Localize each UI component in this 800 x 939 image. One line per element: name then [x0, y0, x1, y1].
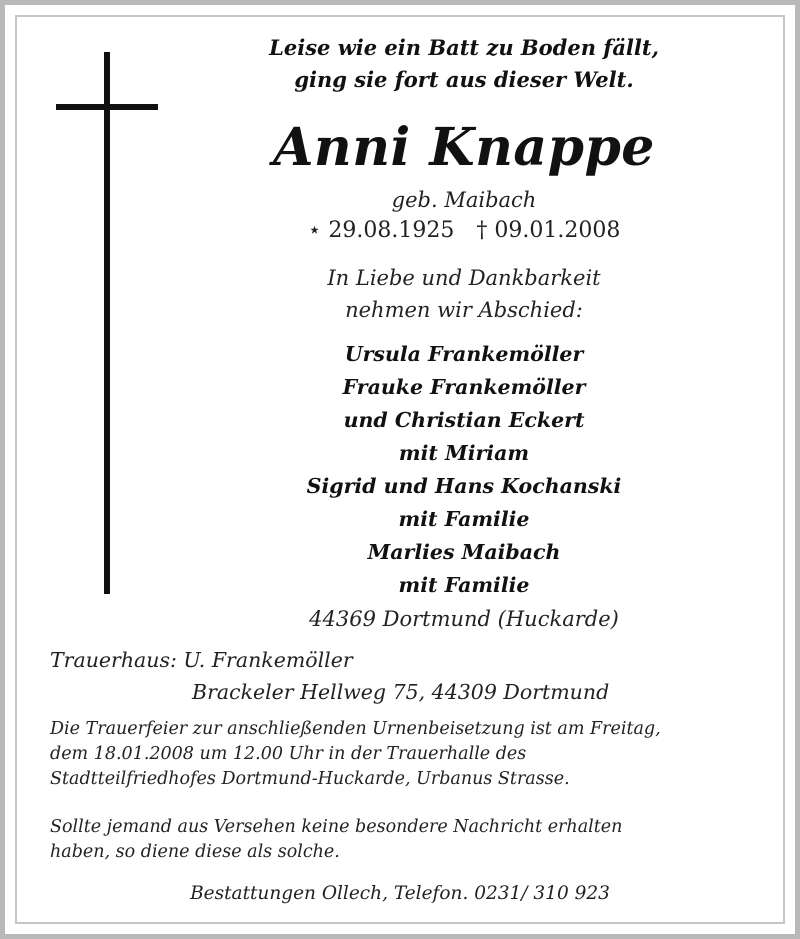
maiden-name: geb. Maibach	[391, 188, 537, 212]
farewell-line: nehmen wir Abschied:	[345, 298, 583, 322]
motto	[252, 32, 676, 96]
farewell-line: In Liebe und Dankbarkeit	[327, 266, 601, 290]
funeral-home-footer: Bestattungen Ollech, Telefon. 0231/ 310 923	[190, 883, 610, 904]
trauerhaus-street: Brackeler Hellweg 75, 44309 Dortmund	[192, 680, 610, 704]
trauerhaus-line: Trauerhaus: U. Frankemöller	[50, 648, 353, 672]
trauerhaus-address	[50, 644, 609, 708]
ceremony-line: Stadtteilfriedhofes Dortmund-Huckarde, Urbanus Strasse.	[50, 769, 570, 789]
motto-line: ging sie fort aus dieser Welt.	[294, 67, 634, 92]
cross-icon-vertical-bar	[104, 52, 110, 594]
mourner-line: Sigrid und Hans Kochanski	[306, 474, 622, 498]
notice-paragraph	[50, 815, 622, 865]
birth-date: ⋆ 29.08.1925	[307, 218, 455, 243]
mourner-line: mit Familie	[398, 507, 530, 531]
life-dates	[252, 215, 676, 247]
ceremony-line: dem 18.01.2008 um 12.00 Uhr in der Trauerhalle des	[50, 744, 527, 764]
mourner-line: Marlies Maibach	[367, 540, 561, 564]
mourner-line: mit Familie	[398, 573, 530, 597]
ceremony-paragraph	[50, 717, 661, 792]
cross-icon-horizontal-bar	[56, 104, 158, 110]
motto-line: Leise wie ein Batt zu Boden fällt,	[269, 35, 659, 60]
death-date: † 09.01.2008	[476, 218, 621, 243]
farewell-text	[252, 262, 676, 326]
deceased-name: Anni Knappe	[273, 117, 655, 178]
place: 44369 Dortmund (Huckarde)	[309, 607, 619, 631]
notice-line: Sollte jemand aus Versehen keine besondere Nachricht erhalten	[50, 817, 623, 837]
mourner-line: und Christian Eckert	[343, 408, 585, 432]
mourner-line: Ursula Frankemöller	[344, 342, 584, 366]
ceremony-line: Die Trauerfeier zur anschließenden Urnenbeisetzung ist am Freitag,	[50, 719, 661, 739]
mourners-list	[252, 338, 676, 602]
mourner-line: Frauke Frankemöller	[342, 375, 586, 399]
mourner-line: mit Miriam	[398, 441, 530, 465]
notice-line: haben, so diene diese als solche.	[50, 842, 340, 862]
